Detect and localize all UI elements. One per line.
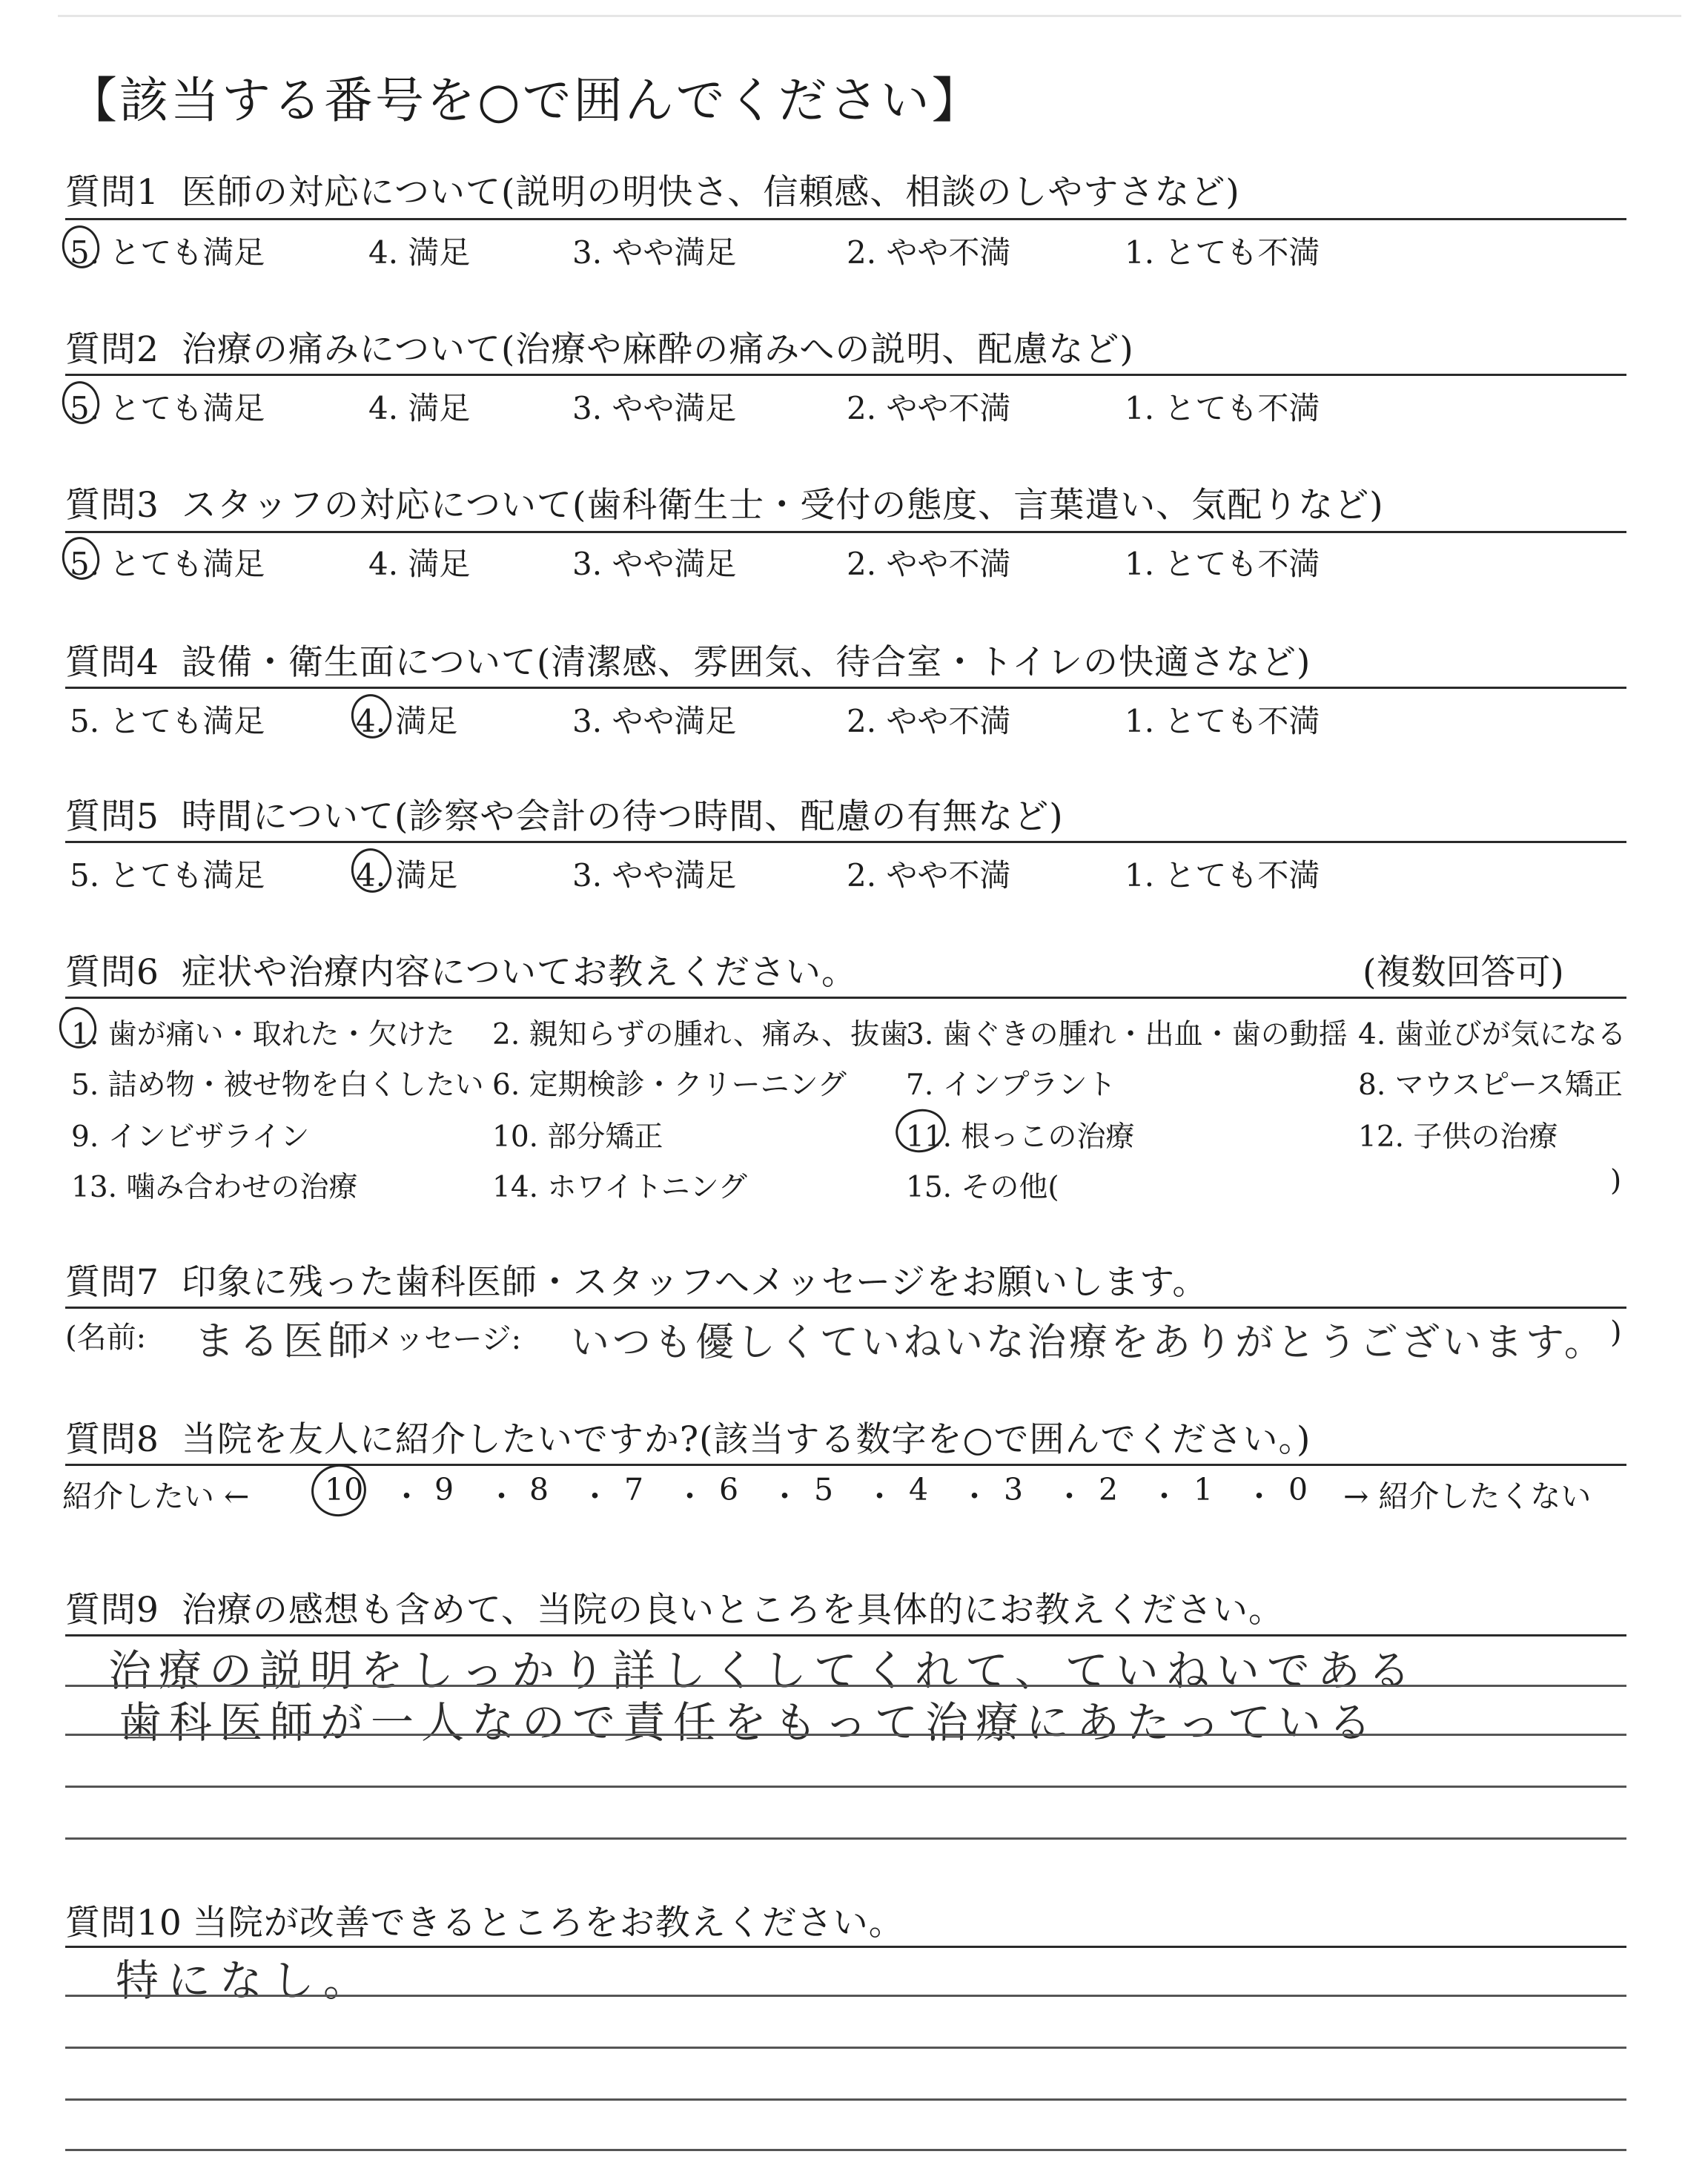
q8-selected-circle bbox=[307, 1459, 371, 1522]
q1-option-4[interactable]: 4. 満足 bbox=[368, 234, 471, 271]
q8-dot: ・ bbox=[1149, 1479, 1179, 1514]
q8-scale-1[interactable]: 1 bbox=[1194, 1472, 1214, 1507]
q7-close-paren: ) bbox=[1610, 1315, 1622, 1350]
q7-name-value[interactable]: まる医師 bbox=[194, 1318, 372, 1364]
q8-scale-3[interactable]: 3 bbox=[1004, 1472, 1024, 1507]
question-3-options bbox=[0, 540, 1708, 584]
q8-scale-6[interactable]: 6 bbox=[719, 1472, 739, 1507]
question-8-text: 当院を友人に紹介したいですか?(該当する数字を○で囲んでください。) bbox=[181, 1419, 1311, 1460]
question-6-text: 症状や治療内容についてお教えください。 bbox=[181, 952, 857, 993]
q6-option-7[interactable]: 7. インプラント bbox=[906, 1069, 1116, 1102]
question-3-rule bbox=[65, 531, 1626, 533]
question-3 bbox=[65, 478, 1384, 527]
q8-dot: ・ bbox=[1054, 1479, 1085, 1514]
question-5 bbox=[65, 789, 1064, 839]
q6-option-8[interactable]: 8. マウスピース矯正 bbox=[1358, 1069, 1623, 1102]
q8-dot: ・ bbox=[864, 1479, 895, 1514]
q5-option-1[interactable]: 1. とても不満 bbox=[1125, 857, 1320, 894]
q1-option-5[interactable]: 5. とても満足 bbox=[70, 234, 265, 271]
question-5-text: 時間について(診察や会計の待つ時間、配慮の有無など) bbox=[181, 796, 1064, 837]
q2-option-3[interactable]: 3. やや満足 bbox=[572, 390, 737, 426]
q7-name-label: (名前: bbox=[65, 1321, 147, 1355]
q8-dot: ・ bbox=[486, 1479, 517, 1514]
q4-option-1[interactable]: 1. とても不満 bbox=[1125, 703, 1320, 739]
q5-option-4[interactable]: 4. 満足 bbox=[356, 857, 458, 894]
q10-answer-line-1[interactable]: 特になし。 bbox=[116, 1955, 376, 2006]
question-8 bbox=[65, 1412, 1311, 1462]
q7-message-label: メッセージ: bbox=[365, 1322, 522, 1356]
q6-option-11[interactable]: 11. 根っこの治療 bbox=[906, 1120, 1135, 1154]
question-5-label: 質問5 bbox=[65, 796, 159, 837]
q5-option-3[interactable]: 3. やや満足 bbox=[572, 857, 737, 894]
q3-option-3[interactable]: 3. やや満足 bbox=[572, 546, 737, 582]
question-4-label: 質問4 bbox=[65, 642, 159, 683]
q6-option-4[interactable]: 4. 歯並びが気になる bbox=[1358, 1018, 1626, 1051]
question-4-text: 設備・衛生面について(清潔感、雰囲気、待合室・トイレの快適さなど) bbox=[181, 642, 1311, 683]
q8-scale-7[interactable]: 7 bbox=[624, 1472, 644, 1507]
q9-line bbox=[65, 1837, 1626, 1840]
question-2-options bbox=[0, 384, 1708, 429]
q6-option-5[interactable]: 5. 詰め物・被せ物を白くしたい bbox=[71, 1069, 484, 1102]
question-1-options bbox=[0, 228, 1708, 273]
q4-option-3[interactable]: 3. やや満足 bbox=[572, 703, 737, 739]
q6-option-14[interactable]: 14. ホワイトニング bbox=[492, 1171, 747, 1204]
q8-scale-2[interactable]: 2 bbox=[1099, 1472, 1119, 1507]
q5-option-2[interactable]: 2. やや不満 bbox=[847, 857, 1011, 894]
q3-option-5[interactable]: 5. とても満足 bbox=[70, 546, 265, 582]
question-1-rule bbox=[65, 218, 1626, 220]
question-8-scale bbox=[0, 1472, 1708, 1516]
q7-message-value[interactable]: いつも優しくていねいな治療をありがとうございます。 bbox=[571, 1321, 1606, 1365]
q8-scale-8[interactable]: 8 bbox=[529, 1472, 549, 1507]
q8-dot: ・ bbox=[1244, 1479, 1274, 1514]
question-10 bbox=[65, 1895, 904, 1945]
q10-line bbox=[65, 2098, 1626, 2101]
question-7-message-row bbox=[65, 1314, 146, 1356]
q8-dot: ・ bbox=[959, 1479, 990, 1514]
q9-line bbox=[65, 1786, 1626, 1788]
question-1-label: 質問1 bbox=[65, 172, 159, 213]
question-4-rule bbox=[65, 687, 1626, 689]
question-7-label: 質問7 bbox=[65, 1262, 159, 1303]
q9-answer-line-1[interactable]: 治療の説明をしっかり詳しくしてくれて、ていねいである bbox=[108, 1645, 1418, 1696]
q4-option-2[interactable]: 2. やや不満 bbox=[847, 703, 1011, 739]
q6-option-9[interactable]: 9. インビザライン bbox=[71, 1120, 310, 1154]
question-5-options bbox=[0, 851, 1708, 896]
q6-option-15[interactable]: 15. その他( bbox=[906, 1171, 1059, 1204]
question-6-note: (複数回答可) bbox=[1363, 952, 1564, 993]
question-9 bbox=[65, 1582, 1284, 1632]
question-7 bbox=[65, 1255, 1208, 1304]
q4-option-4[interactable]: 4. 満足 bbox=[356, 703, 458, 739]
q8-scale-5[interactable]: 5 bbox=[814, 1472, 834, 1507]
q4-option-5[interactable]: 5. とても満足 bbox=[70, 703, 265, 739]
q8-left-label: 紹介したい ← bbox=[62, 1479, 250, 1514]
q10-line bbox=[65, 2047, 1626, 2049]
q8-scale-9[interactable]: 9 bbox=[434, 1472, 454, 1507]
q6-option-10[interactable]: 10. 部分矯正 bbox=[492, 1120, 663, 1154]
question-2-rule bbox=[65, 374, 1626, 376]
q3-option-2[interactable]: 2. やや不満 bbox=[847, 546, 1011, 582]
top-border bbox=[58, 15, 1681, 17]
question-9-label: 質問9 bbox=[65, 1590, 159, 1631]
question-4 bbox=[65, 635, 1311, 684]
question-8-label: 質問8 bbox=[65, 1419, 159, 1460]
q8-scale-4[interactable]: 4 bbox=[909, 1472, 929, 1507]
question-6-row-2 bbox=[0, 1062, 1708, 1106]
question-2-text: 治療の痛みについて(治療や麻酔の痛みへの説明、配慮など) bbox=[181, 329, 1134, 370]
q1-option-2[interactable]: 2. やや不満 bbox=[847, 234, 1011, 271]
instruction-heading: 【該当する番号を○で囲んでください】 bbox=[68, 72, 983, 129]
q6-option-1[interactable]: 1. 歯が痛い・取れた・欠けた bbox=[71, 1018, 455, 1051]
q8-dot: ・ bbox=[580, 1479, 610, 1514]
question-6-label: 質問6 bbox=[65, 952, 159, 993]
question-6-row-3 bbox=[0, 1114, 1708, 1158]
question-10-label: 質問10 bbox=[65, 1903, 182, 1943]
q6-option-2[interactable]: 2. 親知らずの腫れ、痛み、抜歯 bbox=[492, 1018, 909, 1051]
q2-option-1[interactable]: 1. とても不満 bbox=[1125, 390, 1320, 426]
q8-dot: ・ bbox=[675, 1479, 705, 1514]
question-6-row-4 bbox=[0, 1164, 1708, 1209]
q8-scale-0[interactable]: 0 bbox=[1288, 1472, 1308, 1507]
q5-option-5[interactable]: 5. とても満足 bbox=[70, 857, 265, 894]
question-6-rule bbox=[65, 997, 1626, 999]
q9-line bbox=[65, 1685, 1626, 1687]
question-6-row-1 bbox=[0, 1011, 1708, 1056]
q1-option-3[interactable]: 3. やや満足 bbox=[572, 234, 737, 271]
question-1-text: 医師の対応について(説明の明快さ、信頼感、相談のしやすさなど) bbox=[181, 172, 1240, 213]
q2-option-4[interactable]: 4. 満足 bbox=[368, 390, 471, 426]
q9-answer-line-2[interactable]: 歯科医師が一人なので責任をもって治療にあたっている bbox=[119, 1697, 1380, 1748]
q8-dot: ・ bbox=[769, 1479, 800, 1514]
q9-line bbox=[65, 1734, 1626, 1736]
question-3-label: 質問3 bbox=[65, 485, 159, 526]
q10-line bbox=[65, 1995, 1626, 1997]
q6-option-12[interactable]: 12. 子供の治療 bbox=[1358, 1120, 1558, 1154]
q6-option-3[interactable]: 3. 歯ぐきの腫れ・出血・歯の動揺 bbox=[906, 1018, 1348, 1051]
q10-line bbox=[65, 2149, 1626, 2151]
q8-scale-10[interactable]: 10 bbox=[325, 1472, 364, 1507]
question-7-rule bbox=[65, 1307, 1626, 1309]
question-1 bbox=[65, 165, 1240, 214]
q1-option-1[interactable]: 1. とても不満 bbox=[1125, 234, 1320, 271]
question-5-rule bbox=[65, 841, 1626, 843]
question-6 bbox=[65, 945, 857, 994]
q8-right-label: → 紹介したくない bbox=[1343, 1479, 1592, 1514]
q3-option-1[interactable]: 1. とても不満 bbox=[1125, 546, 1320, 582]
q3-option-4[interactable]: 4. 満足 bbox=[368, 546, 471, 582]
question-4-options bbox=[0, 697, 1708, 742]
q2-option-2[interactable]: 2. やや不満 bbox=[847, 390, 1011, 426]
question-3-text: スタッフの対応について(歯科衛生士・受付の態度、言葉遣い、気配りなど) bbox=[181, 485, 1384, 526]
q6-option-15-close: ) bbox=[1610, 1164, 1622, 1198]
q8-dot: ・ bbox=[391, 1479, 422, 1514]
q2-option-5[interactable]: 5. とても満足 bbox=[70, 390, 265, 426]
question-7-text: 印象に残った歯科医師・スタッフへメッセージをお願いします。 bbox=[181, 1262, 1208, 1303]
question-8-rule bbox=[65, 1464, 1626, 1466]
question-9-text: 治療の感想も含めて、当院の良いところを具体的にお教えください。 bbox=[181, 1590, 1284, 1631]
q6-option-6[interactable]: 6. 定期検診・クリーニング bbox=[492, 1069, 847, 1102]
question-2-label: 質問2 bbox=[65, 329, 159, 370]
q6-option-13[interactable]: 13. 噛み合わせの治療 bbox=[71, 1171, 358, 1204]
question-10-text: 当院が改善できるところをお教えください。 bbox=[192, 1903, 904, 1943]
question-2 bbox=[65, 322, 1134, 371]
